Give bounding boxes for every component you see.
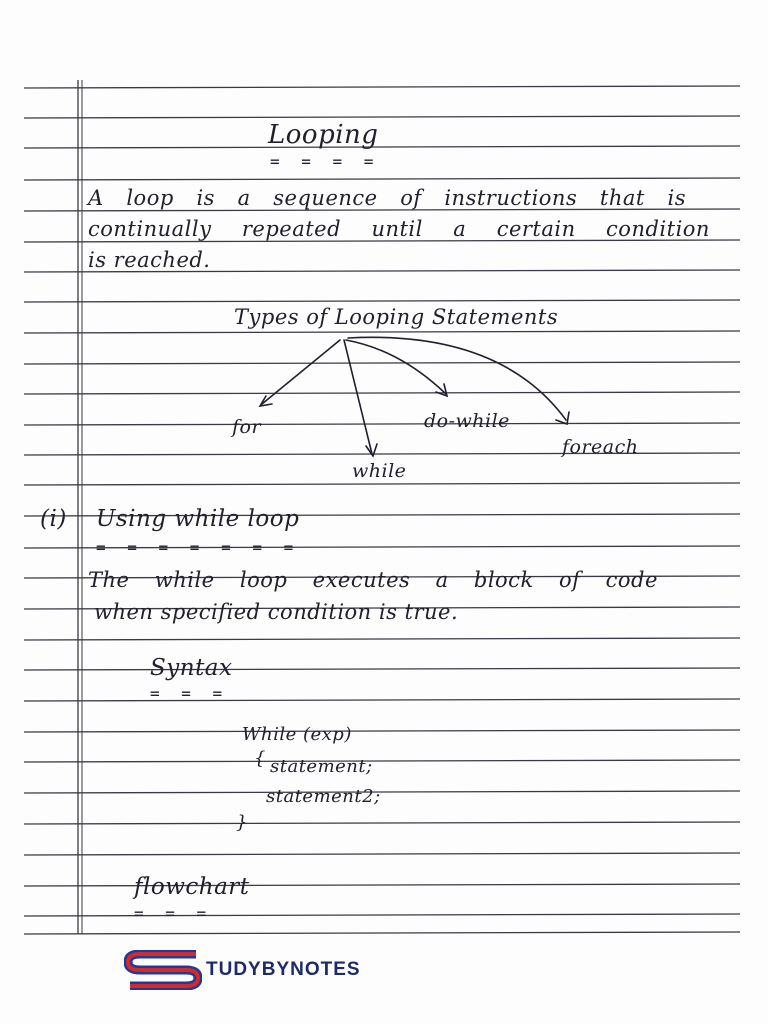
- type-foreach: foreach: [562, 436, 639, 458]
- syntax-close-brace: }: [236, 812, 248, 833]
- intro-line-1: A loop is a sequence of instructions that is: [88, 186, 686, 210]
- syntax-underline: = = =: [150, 684, 229, 703]
- logo-text: TUDYBYNOTES: [206, 959, 361, 980]
- section-heading-underline: = = = = = = =: [96, 538, 300, 557]
- section-number: (i): [40, 506, 67, 532]
- title-underline: = = = =: [270, 152, 380, 171]
- logo-s-icon: [124, 950, 202, 990]
- syntax-open-brace: {: [254, 748, 266, 769]
- flowchart-underline: = = =: [134, 904, 213, 923]
- arrow-to-do-while: [346, 340, 446, 394]
- arrow-to-while: [344, 340, 372, 454]
- page-title: Looping: [268, 120, 379, 150]
- type-for: for: [232, 416, 262, 438]
- types-heading: Types of Looping Statements: [234, 305, 559, 329]
- intro-line-3: is reached.: [88, 248, 211, 272]
- type-do-while: do-while: [424, 410, 510, 432]
- section-desc-line-1: The while loop executes a block of code: [88, 568, 658, 592]
- syntax-line-2: statement;: [270, 756, 373, 777]
- syntax-line-1: While (exp): [242, 724, 352, 745]
- intro-line-2: continually repeated until a certain condition: [88, 217, 710, 241]
- syntax-label: Syntax: [150, 655, 233, 681]
- flowchart-label: flowchart: [134, 874, 250, 900]
- section-heading: Using while loop: [96, 506, 300, 532]
- syntax-line-3: statement2;: [266, 786, 381, 807]
- type-while: while: [352, 460, 407, 482]
- section-desc-line-2: when specified condition is true.: [94, 600, 459, 624]
- arrowhead-foreach: [556, 412, 569, 424]
- arrow-to-for: [262, 340, 340, 404]
- studybynotes-logo: [124, 950, 361, 990]
